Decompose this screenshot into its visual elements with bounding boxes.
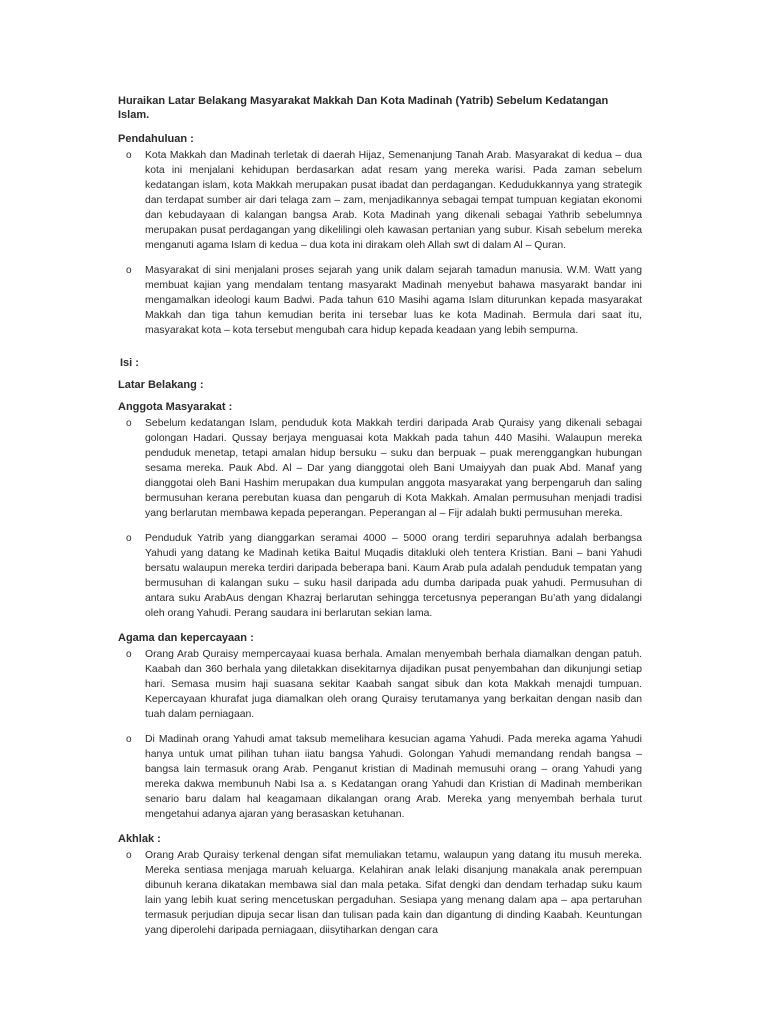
bullet-icon: o [126, 418, 132, 429]
heading-anggota-masyarakat: Anggota Masyarakat : [118, 401, 233, 413]
bullet-icon: o [126, 734, 132, 745]
paragraph-text: Masyarakat di sini menjalani proses sejarah yang unik dalam sejarah tamadun manusia. W.M. Watt yang membuat kajian yang mendalam tentang masyarakt Madinah menyebut bahawa masyarakt bandar ini mengamalkan ideologi kaum Badwi. Pada tahun 610 Masihi agama Islam diturunkan kepada masyarakat Makkah dan tiga tahun kemudian berita ini tersebar luas ke kota Madinah. Bermula dari saat itu, masyarakat kota – kota tersebut mengubah cara hidup kepada keadaan yang lebih sempurna. [145, 265, 642, 336]
heading-latar-belakang: Latar Belakang : [118, 379, 204, 391]
list-item [118, 531, 642, 621]
list-item [118, 263, 642, 338]
document-title: Huraikan Latar Belakang Masyarakat Makkah Dan Kota Madinah (Yatrib) Sebelum Kedatangan Islam. [118, 95, 609, 121]
heading-agama-kepercayaan: Agama dan kepercayaan : [118, 632, 254, 644]
document-page [118, 94, 642, 948]
paragraph-text: Di Madinah orang Yahudi amat taksub memelihara kesucian agama Yahudi. Pada mereka agama Yahudi hanya untuk umat pilihan tuhan iiatu bangsa Yahudi. Golongan Yahudi memandang rendah bangsa – bangsa lain termasuk orang Arab. Penganut kristian di Madinah memusuhi orang – orang Yahudi yang mereka dakwa membunuh Nabi Isa a. s Kedatangan orang Yahudi dan Kristian di Madinah memberikan senario baru dalam hal keagamaan dikalangan orang Arab. Mereka yang menyembah berhala turut mengetahui adanya ajaran yang berasaskan ketuhanan. [145, 734, 642, 820]
bullet-icon: o [126, 265, 132, 276]
paragraph-text: Penduduk Yatrib yang dianggarkan seramai 4000 – 5000 orang terdiri separuhnya adalah berbangsa Yahudi yang datang ke Madinah ketika Baitul Muqadis ditakluki oleh tentera Kristian. Bani – bani Yahudi bersatu walaupun mereka terdiri daripada beberapa bani. Kaum Arab pula adalah penduduk tempatan yang bermusuhan di kalangan suku – suku hasil daripada adu dumba daripada puak yahudi. Permusuhan di antara suku ArabAus dengan Khazraj berlarutan sehingga tercetusnya peperangan Bu’ath yang didalangi oleh orang Yahudi. Perang saudara ini berlarutan sekian lama. [145, 533, 642, 619]
bullet-icon: o [126, 850, 132, 861]
paragraph-text: Orang Arab Quraisy mempercayaai kuasa berhala. Amalan menyembah berhala diamalkan dengan patuh. Kaabah dan 360 berhala yang diletakkan disekitarnya dijadikan pusat penyembahan dan dikunjungi setiap hari. Semasa musim haji suasana sekitar Kaabah sangat sibuk dan kota Makkah menajdi tumpuan. Kepercayaan khurafat juga diamalkan oleh orang Quraisy terutamanya yang berkaitan dengan nasib dan tuah dalam perniagaan. [145, 649, 642, 720]
list-pendahuluan [118, 148, 642, 338]
heading-akhlak: Akhlak : [118, 833, 161, 845]
list-item [118, 416, 642, 521]
list-item [118, 732, 642, 822]
list-agama [118, 647, 642, 822]
bullet-icon: o [126, 150, 132, 161]
paragraph-text: Kota Makkah dan Madinah terletak di daerah Hijaz, Semenanjung Tanah Arab. Masyarakat di kedua – dua kota ini menjalani kehidupan berdasarkan adat resam yang mereka warisi. Pada zaman sebelum kedatangan islam, kota Makkah merupakan pusat ibadat dan perdagangan. Kedudukkannya yang strategik dan terdapat sumber air dari telaga zam – zam, menjadikannya sebagai tempat tumpuan kegiatan ekonomi dan kebudayaan di kalangan bangsa Arab. Kota Madinah yang dikenali sebagai Yathrib sebelumnya merupakan pusat perdagangan yang dikelilingi oleh kawasan pertanian yang subur. Kisah sebelum mereka menganuti agama Islam di kedua – dua kota ini dirakam oleh Allah swt di dalam Al – Quran. [145, 150, 642, 251]
bullet-icon: o [126, 649, 132, 660]
list-item [118, 148, 642, 253]
paragraph-text: Sebelum kedatangan Islam, penduduk kota Makkah terdiri daripada Arab Quraisy yang dikenali sebagai golongan Hadari. Qussay berjaya menguasai kota Makkah pada tahun 440 Masihi. Walaupun mereka penduduk menetap, tetapi amalan hidup bersuku – suku dan berpuak – puak merenggangkan hubungan sesama mereka. Pauk Abd. Al – Dar yang dianggotai oleh Bani Umaiyyah dan puak Abd. Manaf yang dianggotai oleh Bani Hashim merupakan dua kumpulan anggota masyarakat yang berpengaruh dan saling bermusuhan kerana perebutan kuasa dan pengaruh di Kota Makkah. Amalan permusuhan menjadi tradisi yang berlarutan membawa kepada peperangan. Peperangan al – Fijr adalah bukti permusuhan mereka. [145, 418, 642, 519]
list-item [118, 848, 642, 938]
bullet-icon: o [126, 533, 132, 544]
paragraph-text: Orang Arab Quraisy terkenal dengan sifat memuliakan tetamu, walaupun yang datang itu musuh mereka. Mereka sentiasa menjaga maruah keluarga. Kelahiran anak lelaki disanjung manakala anak perempuan dibunuh kerana dikatakan membawa sial dan mala petaka. Sifat dengki dan dendam terhadap suku kaum lain yang lebih kuat sering mencetuskan pergaduhan. Sesiapa yang menang dalam apa – apa pertaruhan termasuk perjudian dipuja secar lisan dan tulisan pada kain dan digantung di dinding Kaabah. Keuntungan yang diperolehi daripada perniagaan, diisytiharkan dengan cara [145, 850, 642, 936]
list-anggota [118, 416, 642, 621]
list-item [118, 647, 642, 722]
heading-pendahuluan: Pendahuluan : [118, 133, 194, 145]
list-akhlak [118, 848, 642, 938]
heading-isi: Isi : [120, 357, 139, 369]
